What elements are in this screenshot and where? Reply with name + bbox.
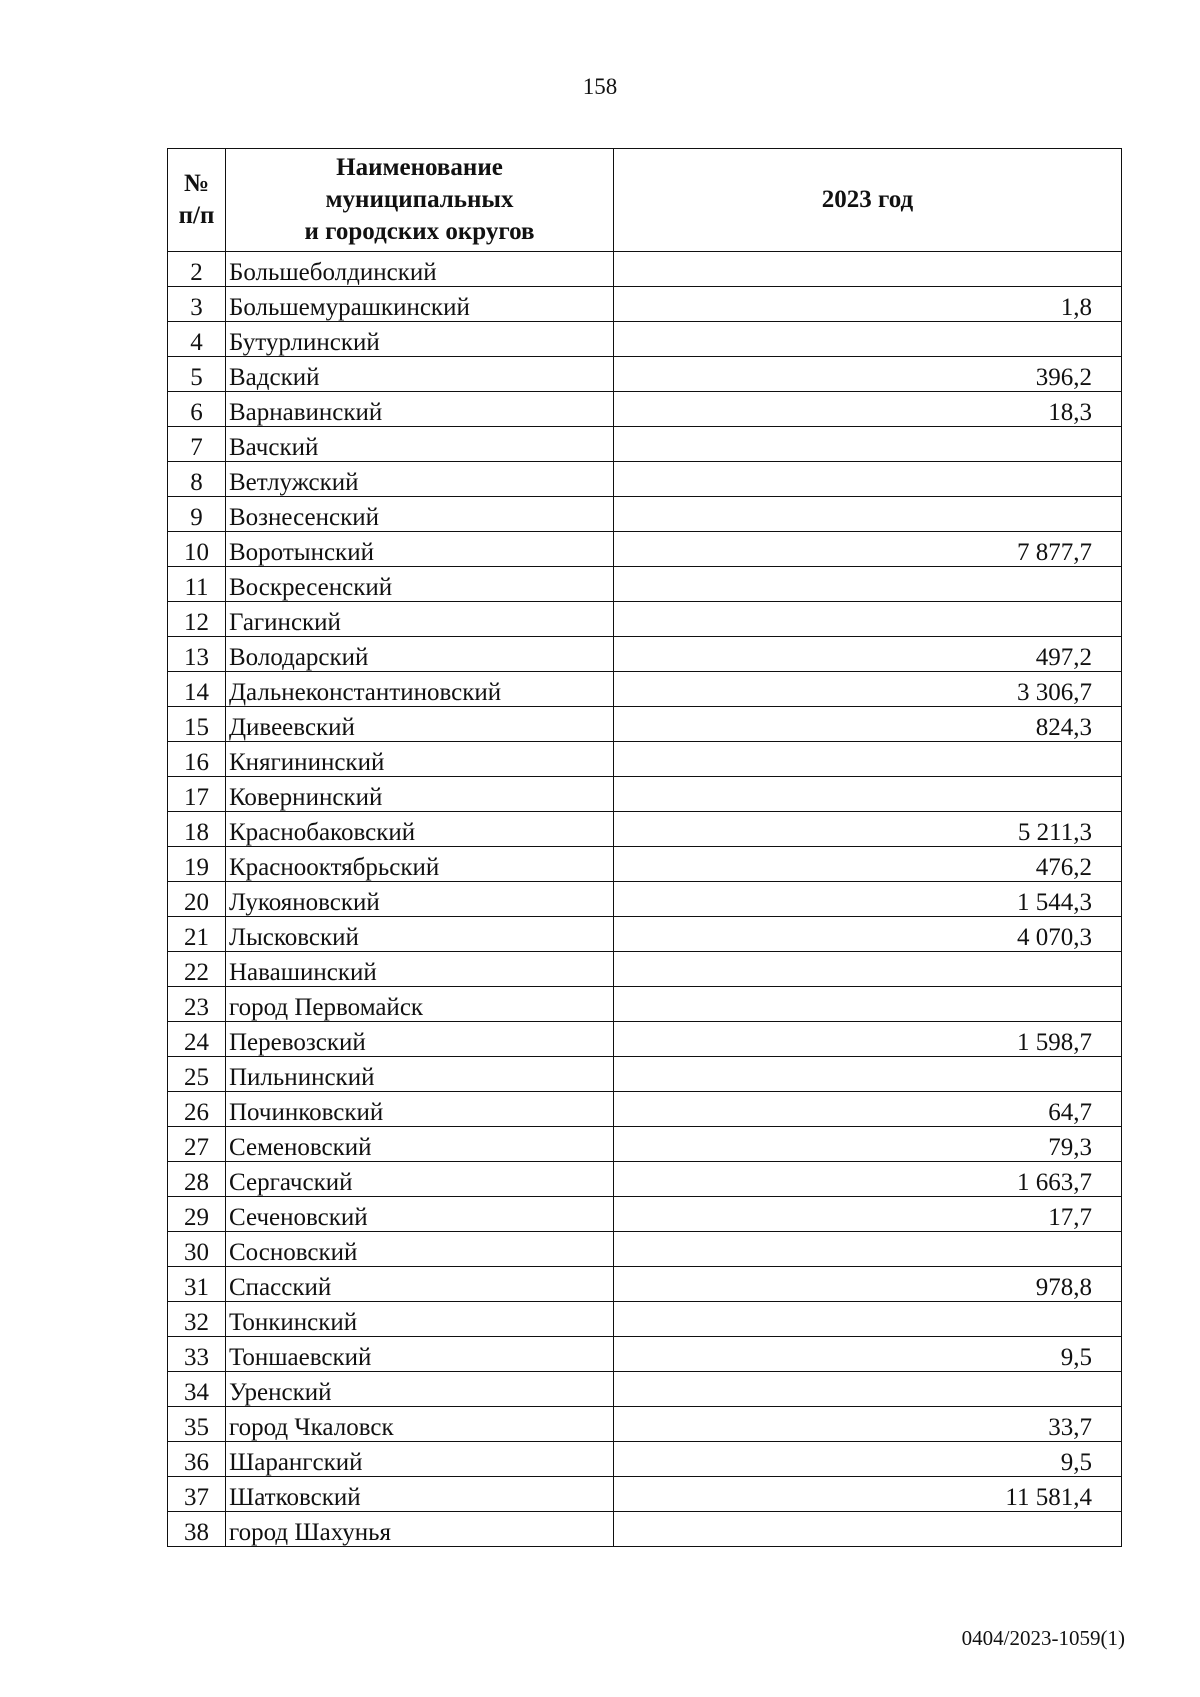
table-row: [168, 357, 1122, 392]
district-name-cell: Ковернинский: [226, 777, 614, 812]
table-row: [168, 917, 1122, 952]
value-2023-cell: 64,7: [614, 1092, 1122, 1127]
value-2023-cell: [614, 1057, 1122, 1092]
value-2023-cell: 3 306,7: [614, 672, 1122, 707]
district-name-cell: Сергачский: [226, 1162, 614, 1197]
document-code: 0404/2023-1059(1): [961, 1626, 1125, 1650]
value-2023-cell: 79,3: [614, 1127, 1122, 1162]
district-name-cell: Гагинский: [226, 602, 614, 637]
row-number-cell: 34: [168, 1372, 226, 1407]
table-row: [168, 1162, 1122, 1197]
table-row: [168, 427, 1122, 462]
row-number-cell: 18: [168, 812, 226, 847]
table-row: [168, 847, 1122, 882]
value-2023-cell: 9,5: [614, 1337, 1122, 1372]
table-row: [168, 602, 1122, 637]
district-name-cell: Семеновский: [226, 1127, 614, 1162]
table-row: [168, 392, 1122, 427]
value-2023-cell: 1 544,3: [614, 882, 1122, 917]
district-name-cell: Починковский: [226, 1092, 614, 1127]
district-name-cell: Тоншаевский: [226, 1337, 614, 1372]
value-2023-cell: 4 070,3: [614, 917, 1122, 952]
municipal-districts-table: [167, 148, 1122, 1547]
row-number-cell: 12: [168, 602, 226, 637]
header-row: [168, 149, 1122, 252]
value-2023-cell: [614, 987, 1122, 1022]
district-name-cell: Дальнеконстантиновский: [226, 672, 614, 707]
header-number-symbol: №: [183, 170, 210, 197]
header-number-column: [168, 149, 226, 252]
row-number-cell: 17: [168, 777, 226, 812]
value-2023-cell: 396,2: [614, 357, 1122, 392]
district-name-cell: город Шахунья: [226, 1512, 614, 1547]
table-row: [168, 1267, 1122, 1302]
table-row: [168, 567, 1122, 602]
district-name-cell: Ветлужский: [226, 462, 614, 497]
value-2023-cell: [614, 742, 1122, 777]
row-number-cell: 11: [168, 567, 226, 602]
table-row: [168, 462, 1122, 497]
row-number-cell: 20: [168, 882, 226, 917]
district-name-cell: Бутурлинский: [226, 322, 614, 357]
value-2023-cell: [614, 1512, 1122, 1547]
value-2023-cell: 497,2: [614, 637, 1122, 672]
district-name-cell: Шарангский: [226, 1442, 614, 1477]
value-2023-cell: 17,7: [614, 1197, 1122, 1232]
row-number-cell: 15: [168, 707, 226, 742]
table-row: [168, 952, 1122, 987]
table-row: [168, 987, 1122, 1022]
district-name-cell: Спасский: [226, 1267, 614, 1302]
table-row: [168, 1022, 1122, 1057]
table-row: [168, 497, 1122, 532]
row-number-cell: 30: [168, 1232, 226, 1267]
row-number-cell: 22: [168, 952, 226, 987]
district-name-cell: город Первомайск: [226, 987, 614, 1022]
district-name-cell: Варнавинский: [226, 392, 614, 427]
row-number-cell: 32: [168, 1302, 226, 1337]
row-number-cell: 24: [168, 1022, 226, 1057]
table-row: [168, 1127, 1122, 1162]
value-2023-cell: 1 663,7: [614, 1162, 1122, 1197]
value-2023-cell: 33,7: [614, 1407, 1122, 1442]
row-number-cell: 7: [168, 427, 226, 462]
district-name-cell: Вознесенский: [226, 497, 614, 532]
district-name-cell: Вачский: [226, 427, 614, 462]
header-name-column: [226, 149, 614, 252]
table-row: [168, 1442, 1122, 1477]
header-name-line-1: Наименование: [336, 154, 503, 181]
header-year-column: 2023 год: [614, 149, 1122, 252]
row-number-cell: 25: [168, 1057, 226, 1092]
value-2023-cell: 11 581,4: [614, 1477, 1122, 1512]
row-number-cell: 33: [168, 1337, 226, 1372]
district-name-cell: Лысковский: [226, 917, 614, 952]
row-number-cell: 29: [168, 1197, 226, 1232]
table-row: [168, 812, 1122, 847]
row-number-cell: 4: [168, 322, 226, 357]
value-2023-cell: [614, 497, 1122, 532]
district-name-cell: Дивеевский: [226, 707, 614, 742]
row-number-cell: 37: [168, 1477, 226, 1512]
table-row: [168, 532, 1122, 567]
table-header: [168, 149, 1122, 252]
row-number-cell: 13: [168, 637, 226, 672]
row-number-cell: 8: [168, 462, 226, 497]
header-number-abbrev: п/п: [178, 202, 215, 229]
table-row: [168, 742, 1122, 777]
row-number-cell: 9: [168, 497, 226, 532]
district-name-cell: Краснобаковский: [226, 812, 614, 847]
row-number-cell: 10: [168, 532, 226, 567]
district-name-cell: Лукояновский: [226, 882, 614, 917]
value-2023-cell: [614, 567, 1122, 602]
page-number: 158: [582, 74, 618, 99]
table-row: [168, 252, 1122, 287]
table-row: [168, 882, 1122, 917]
district-name-cell: Сеченовский: [226, 1197, 614, 1232]
value-2023-cell: 1,8: [614, 287, 1122, 322]
table-row: [168, 322, 1122, 357]
header-name-line-3: и городских округов: [304, 218, 535, 245]
value-2023-cell: 18,3: [614, 392, 1122, 427]
table-row: [168, 1092, 1122, 1127]
value-2023-cell: [614, 427, 1122, 462]
district-name-cell: Володарский: [226, 637, 614, 672]
table-row: [168, 1197, 1122, 1232]
table-row: [168, 1407, 1122, 1442]
district-name-cell: город Чкаловск: [226, 1407, 614, 1442]
row-number-cell: 19: [168, 847, 226, 882]
table-body: [168, 252, 1122, 1547]
table-row: [168, 1372, 1122, 1407]
table-row: [168, 1057, 1122, 1092]
district-name-cell: Перевозский: [226, 1022, 614, 1057]
value-2023-cell: 9,5: [614, 1442, 1122, 1477]
value-2023-cell: 1 598,7: [614, 1022, 1122, 1057]
value-2023-cell: 5 211,3: [614, 812, 1122, 847]
value-2023-cell: [614, 322, 1122, 357]
district-name-cell: Большемурашкинский: [226, 287, 614, 322]
row-number-cell: 28: [168, 1162, 226, 1197]
row-number-cell: 5: [168, 357, 226, 392]
row-number-cell: 16: [168, 742, 226, 777]
row-number-cell: 26: [168, 1092, 226, 1127]
value-2023-cell: [614, 1302, 1122, 1337]
table-row: [168, 637, 1122, 672]
value-2023-cell: 824,3: [614, 707, 1122, 742]
district-name-cell: Большеболдинский: [226, 252, 614, 287]
table-row: [168, 777, 1122, 812]
district-name-cell: Краснооктябрьский: [226, 847, 614, 882]
value-2023-cell: [614, 252, 1122, 287]
table-row: [168, 1477, 1122, 1512]
value-2023-cell: [614, 462, 1122, 497]
table-row: [168, 1232, 1122, 1267]
district-name-cell: Княгининский: [226, 742, 614, 777]
district-name-cell: Пильнинский: [226, 1057, 614, 1092]
value-2023-cell: 476,2: [614, 847, 1122, 882]
district-name-cell: Уренский: [226, 1372, 614, 1407]
row-number-cell: 2: [168, 252, 226, 287]
table-row: [168, 707, 1122, 742]
value-2023-cell: [614, 602, 1122, 637]
row-number-cell: 23: [168, 987, 226, 1022]
table-row: [168, 1302, 1122, 1337]
district-name-cell: Вадский: [226, 357, 614, 392]
row-number-cell: 36: [168, 1442, 226, 1477]
value-2023-cell: 7 877,7: [614, 532, 1122, 567]
row-number-cell: 27: [168, 1127, 226, 1162]
header-name-line-2: муниципальных: [325, 186, 514, 213]
value-2023-cell: [614, 1232, 1122, 1267]
row-number-cell: 6: [168, 392, 226, 427]
row-number-cell: 3: [168, 287, 226, 322]
value-2023-cell: [614, 1372, 1122, 1407]
table-row: [168, 1337, 1122, 1372]
table-row: [168, 287, 1122, 322]
district-name-cell: Воскресенский: [226, 567, 614, 602]
value-2023-cell: [614, 952, 1122, 987]
row-number-cell: 21: [168, 917, 226, 952]
value-2023-cell: 978,8: [614, 1267, 1122, 1302]
row-number-cell: 35: [168, 1407, 226, 1442]
district-name-cell: Тонкинский: [226, 1302, 614, 1337]
district-name-cell: Сосновский: [226, 1232, 614, 1267]
district-name-cell: Навашинский: [226, 952, 614, 987]
table-row: [168, 1512, 1122, 1547]
table-row: [168, 672, 1122, 707]
row-number-cell: 14: [168, 672, 226, 707]
district-name-cell: Шатковский: [226, 1477, 614, 1512]
row-number-cell: 38: [168, 1512, 226, 1547]
row-number-cell: 31: [168, 1267, 226, 1302]
district-name-cell: Воротынский: [226, 532, 614, 567]
value-2023-cell: [614, 777, 1122, 812]
